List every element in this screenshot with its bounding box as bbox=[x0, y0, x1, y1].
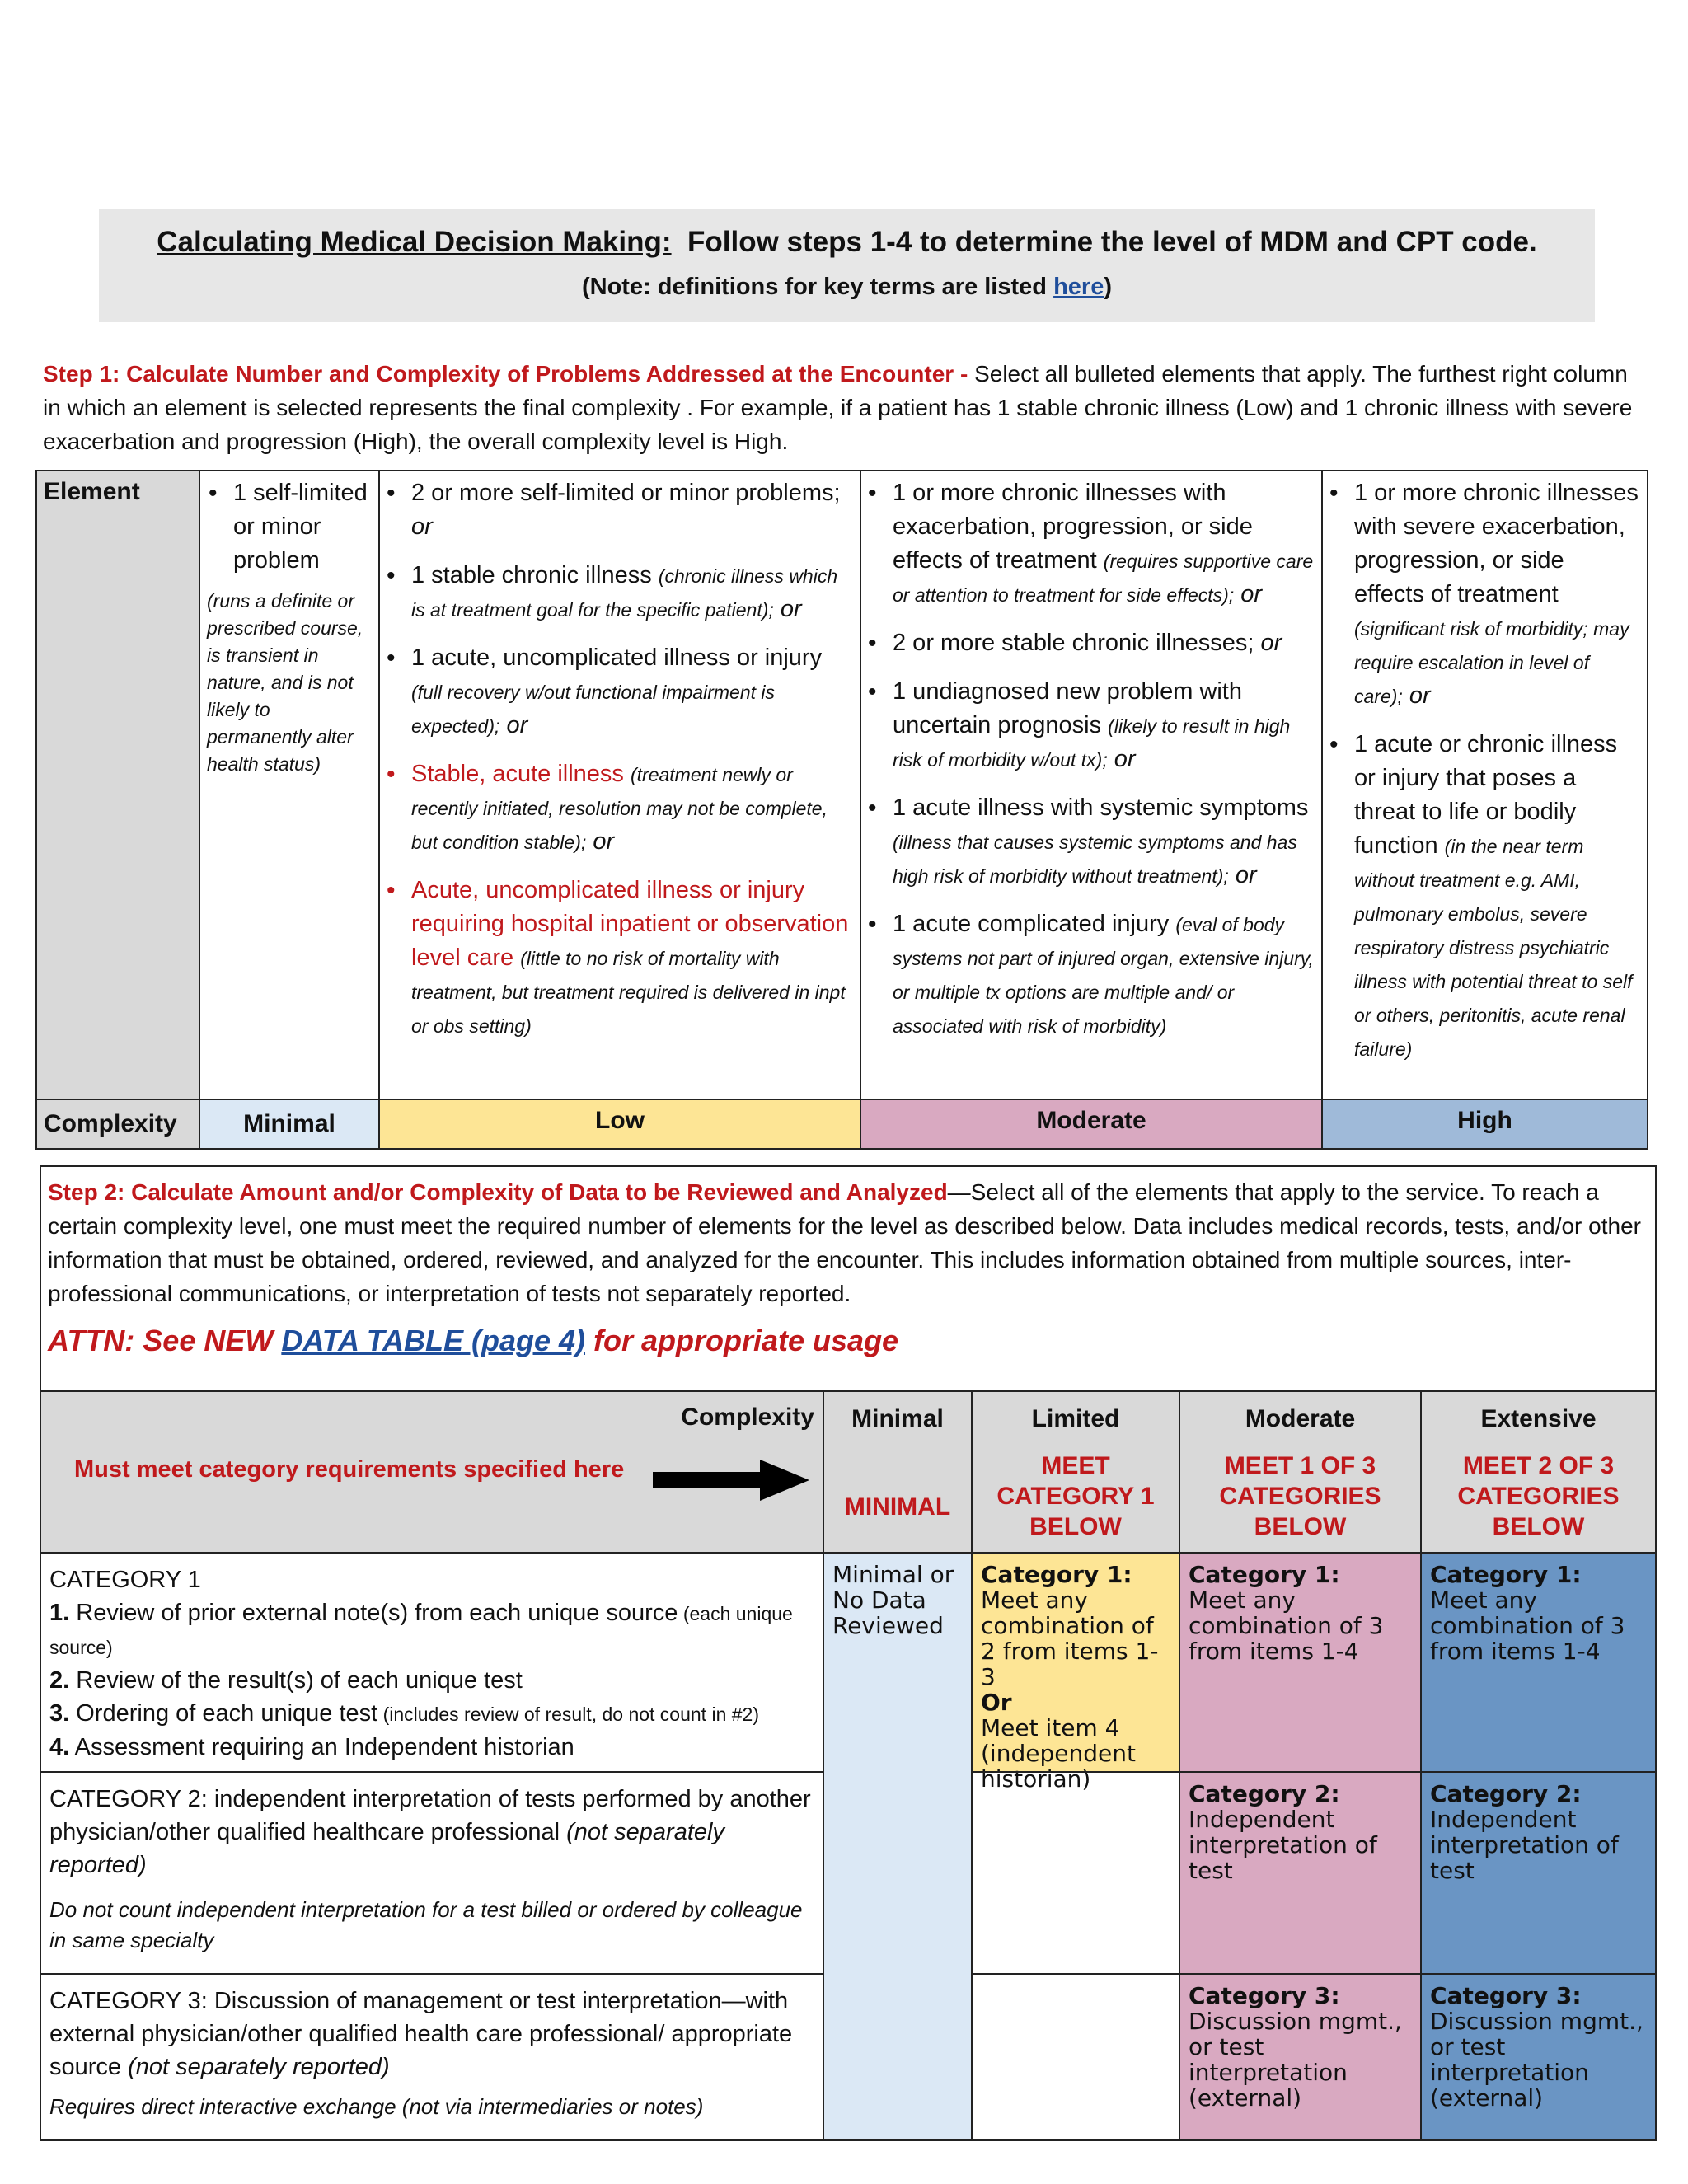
page-header bbox=[99, 209, 1595, 322]
extensive-category-1-cell: Category 1: Meet any combination of 3 from items 1-4 bbox=[1420, 1552, 1657, 1773]
col-minimal-name: Minimal bbox=[851, 1405, 944, 1432]
category-1-item-3: 3. Ordering of each unique test (includes review of result, do not count in #2) bbox=[49, 1700, 759, 1727]
minimal-elements-cell bbox=[199, 470, 380, 1100]
moderate-bullet-5: • 1 acute complicated injury (eval of body systems not part of injured organ, extensive injury, or multiple tx options are multiple and/ or associated with risk of morbidity) bbox=[893, 907, 1315, 1043]
col-moderate-req: MEET 1 OF 3 CATEGORIES BELOW bbox=[1219, 1452, 1381, 1540]
category-3-cell bbox=[40, 1973, 824, 2141]
data-header-label-cell bbox=[40, 1390, 824, 1554]
limited-category-3-cell bbox=[971, 1973, 1180, 2141]
col-minimal-header bbox=[823, 1390, 973, 1554]
high-bullet-2: • 1 acute or chronic illness or injury that poses a threat to life or bodily function (in the near term without treatment e.g. AMI, pulmonary embolus, severe respiratory distress psychiatric illness with potential threat to self or others, peritonitis, acute renal failure) bbox=[1354, 728, 1640, 1066]
moderate-bullet-2: • 2 or more stable chronic illnesses; or bbox=[893, 626, 1315, 660]
category-2-text: CATEGORY 2: independent interpretation of tests performed by another physician/other qualified healthcare professional (not separately reported) bbox=[49, 1786, 811, 1878]
limited-category-2-cell bbox=[971, 1771, 1180, 1975]
col-extensive-req: MEET 2 OF 3 CATEGORIES BELOW bbox=[1457, 1452, 1620, 1540]
step2-instructions: Step 2: Calculate Amount and/or Complexity of Data to be Reviewed and Analyzed—Select all of the elements that apply to the service. To reach a certain complexity level, one must meet the required number of elements for the level as described below. Data includes medical records, tests, and/or other information that must be obtained, ordered, reviewed, and analyzed for the encounter. This includes information obtained from multiple sources, inter-professional communications, or interpretation of tests not separately reported. bbox=[48, 1179, 1641, 1306]
moderate-bullet-1: • 1 or more chronic illnesses with exacerbation, progression, or side effects of treatment (requires supportive care or attention to treatment for side effects); or bbox=[893, 476, 1315, 612]
extensive-category-3-cell: Category 3: Discussion mgmt., or test interpretation (external) bbox=[1420, 1973, 1657, 2141]
col-limited-name: Limited bbox=[1031, 1405, 1120, 1432]
moderate-bullet-4: • 1 acute illness with systemic symptoms (illness that causes systemic symptoms and has high risk of morbidity without treatment); or bbox=[893, 791, 1315, 893]
complexity-label-cell bbox=[35, 1099, 200, 1150]
complexity-moderate: Moderate bbox=[860, 1099, 1323, 1150]
limited-category-1-cell: Category 1: Meet any combination of 2 from items 1-3 Or Meet item 4 (independent historian) bbox=[971, 1552, 1180, 1773]
step1-heading: Step 1: Calculate Number and Complexity of Problems Addressed at the Encounter - bbox=[43, 361, 968, 387]
high-bullet-1: • 1 or more chronic illnesses with severe exacerbation, progression, or side effects of treatment (significant risk of morbidity; may require escalation in level of care); or bbox=[1354, 476, 1640, 713]
category-2-cell bbox=[40, 1771, 824, 1975]
category-3-text: CATEGORY 3: Discussion of management or test interpretation—with external physician/other qualified health care professional/ appropriate source (not separately reported) bbox=[49, 1988, 793, 2080]
col-extensive-name: Extensive bbox=[1480, 1405, 1597, 1432]
complexity-label: Complexity bbox=[44, 1110, 177, 1137]
low-bullet-3: • 1 acute, uncomplicated illness or injury (full recovery w/out functional impairment is expected); or bbox=[411, 641, 853, 743]
complexity-low: Low bbox=[378, 1099, 861, 1150]
moderate-category-1-cell: Category 1: Meet any combination of 3 from items 1-4 bbox=[1179, 1552, 1422, 1773]
col-limited-header bbox=[971, 1390, 1180, 1554]
extensive-category-2-cell: Category 2: Independent interpretation of test bbox=[1420, 1771, 1657, 1975]
step1-instructions: Step 1: Calculate Number and Complexity of Problems Addressed at the Encounter - Select all bulleted elements that apply. The furthest right column in which an element is selected represents the final complexity . For example, if a patient has 1 stable chronic illness (Low) and 1 chronic illness with severe exacerbation and progression (High), the overall complexity level is High. bbox=[43, 361, 1633, 454]
col-extensive-header bbox=[1420, 1390, 1657, 1554]
low-bullet-1: • 2 or more self-limited or minor problems; or bbox=[411, 476, 853, 544]
page-title: Calculating Medical Decision Making: Follow steps 1-4 to determine the level of MDM and CPT code. bbox=[157, 226, 1537, 258]
category-1-item-1: 1. Review of prior external note(s) from each unique source (each unique source) bbox=[49, 1600, 793, 1658]
category-1-item-2: 2. Review of the result(s) of each unique test bbox=[49, 1667, 523, 1694]
moderate-elements-cell bbox=[860, 470, 1323, 1100]
category-2-sub: Do not count independent interpretation for a test billed or ordered by colleague in same specialty bbox=[49, 1897, 803, 1952]
moderate-bullet-3: • 1 undiagnosed new problem with uncertain prognosis (likely to result in high risk of morbidity w/out tx); or bbox=[893, 675, 1315, 776]
high-elements-cell bbox=[1321, 470, 1648, 1100]
right-arrow-icon bbox=[653, 1460, 809, 1501]
step2-heading: Step 2: Calculate Amount and/or Complexity of Data to be Reviewed and Analyzed bbox=[48, 1179, 948, 1205]
minimal-note: (runs a definite or prescribed course, is transient in nature, and is not likely to permanently alter health status) bbox=[207, 590, 363, 775]
minimal-bullet-1: • 1 self-limited or minor problem bbox=[233, 476, 373, 578]
must-meet-label: Must meet category requirements specified here bbox=[74, 1456, 625, 1483]
element-label-cell bbox=[35, 470, 200, 1100]
attn-note: ATTN: See NEW DATA TABLE (page 4) for appropriate usage bbox=[48, 1324, 899, 1357]
low-bullet-4: • Stable, acute illness (treatment newly or recently initiated, resolution may not be complete, but condition stable); or bbox=[411, 757, 853, 859]
data-complexity-label: Complexity bbox=[681, 1404, 814, 1431]
col-moderate-header bbox=[1179, 1390, 1422, 1554]
minimal-data-cell: Minimal or No Data Reviewed bbox=[823, 1552, 973, 2141]
data-table-link[interactable]: DATA TABLE (page 4) bbox=[281, 1324, 585, 1357]
low-bullet-5: • Acute, uncomplicated illness or injury requiring hospital inpatient or observation level care (little to no risk of mortality with treatment, but treatment required is delivered in inpt or obs setting) bbox=[411, 874, 853, 1043]
low-bullet-2: • 1 stable chronic illness (chronic illness which is at treatment goal for the specific patient); or bbox=[411, 559, 853, 626]
element-label: Element bbox=[44, 478, 140, 505]
category-1-cell bbox=[40, 1552, 824, 1773]
complexity-high: High bbox=[1321, 1099, 1648, 1150]
moderate-category-2-cell: Category 2: Independent interpretation of test bbox=[1179, 1771, 1422, 1975]
moderate-category-3-cell: Category 3: Discussion mgmt., or test interpretation (external) bbox=[1179, 1973, 1422, 2141]
complexity-minimal: Minimal bbox=[199, 1099, 380, 1150]
category-1-title: CATEGORY 1 bbox=[49, 1567, 201, 1593]
col-limited-req: MEET CATEGORY 1 BELOW bbox=[996, 1452, 1155, 1540]
definitions-link[interactable]: here bbox=[1053, 274, 1104, 300]
step2-instructions-box bbox=[40, 1165, 1657, 1392]
category-3-sub: Requires direct interactive exchange (not via intermediaries or notes) bbox=[49, 2094, 704, 2119]
col-moderate-name: Moderate bbox=[1245, 1405, 1356, 1432]
definitions-note: (Note: definitions for key terms are listed here) bbox=[581, 274, 1112, 300]
category-1-item-4: 4. Assessment requiring an Independent historian bbox=[49, 1734, 574, 1760]
col-minimal-req: MINIMAL bbox=[844, 1493, 951, 1521]
low-elements-cell bbox=[378, 470, 861, 1100]
